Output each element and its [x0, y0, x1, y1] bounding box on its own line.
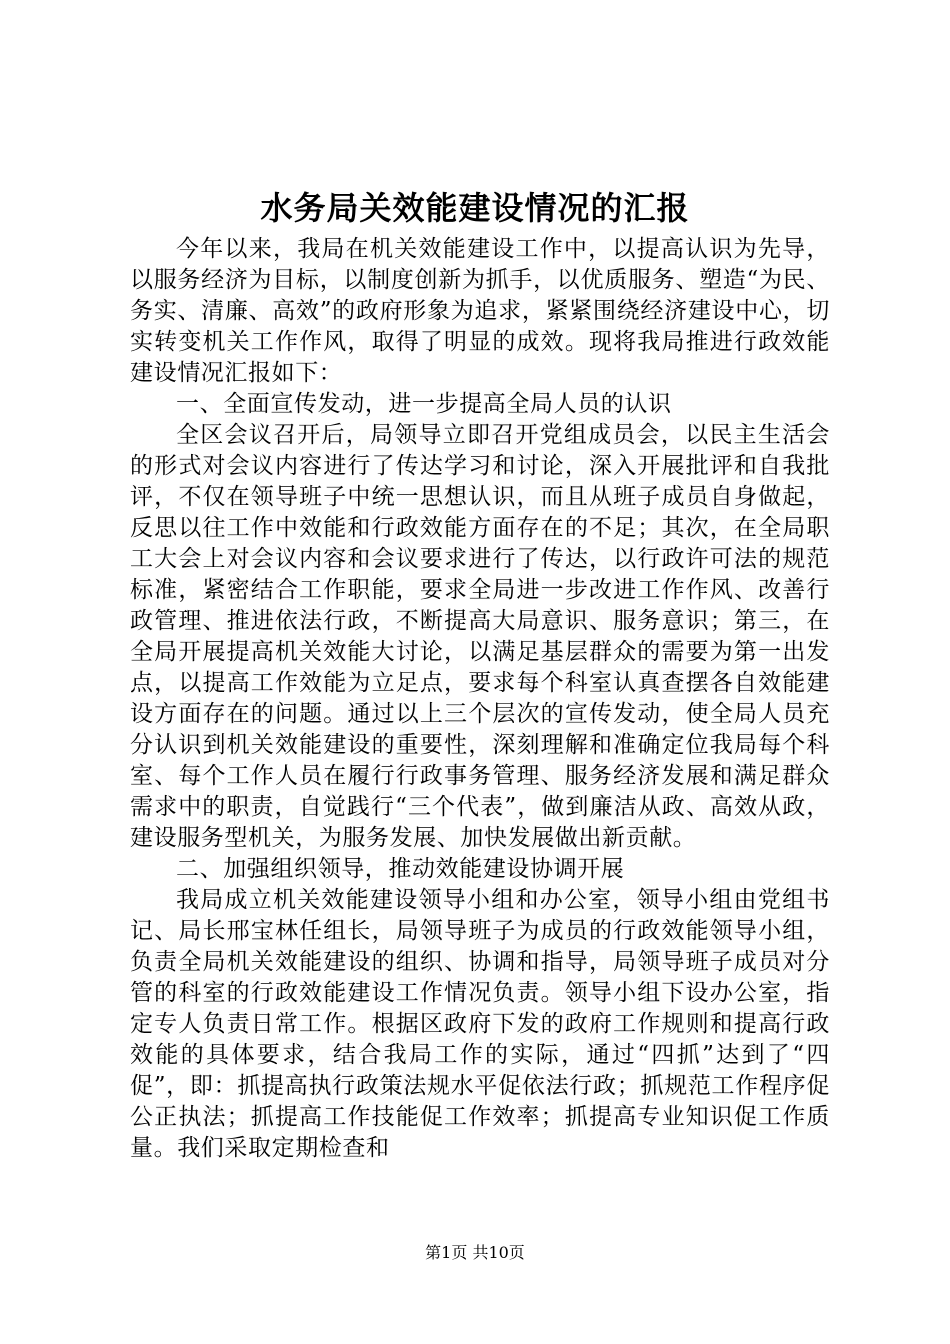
intro-paragraph: 今年以来，我局在机关效能建设工作中，以提高认识为先导，以服务经济为目标，以制度创新为抓手，以优质服务、塑造“为民、务实、清廉、高效”的政府形象为追求，紧紧围绕经济建设中心，切实转变机关工作作风，取得了明显的成效。现将我局推进行政效能建设情况汇报如下： — [130, 236, 830, 386]
section-heading-1: 一、全面宣传发动，进一步提高全局人员的认识 — [176, 391, 672, 417]
section-1-paragraph: 全区会议召开后，局领导立即召开党组成员会，以民主生活会的形式对会议内容进行了传达学习和讨论，深入开展批评和自我批评，不仅在领导班子中统一思想认识，而且从班子成员自身做起，反思以往工作中效能和行政效能方面存在的不足；其次，在全局职工大会上对会议内容和会议要求进行了传达，以行政许可法的规范标准，紧密结合工作职能，要求全局进一步改进工作作风、改善行政管理、推进依法行政，不断提高大局意识、服务意识；第三，在全局开展提高机关效能大讨论，以满足基层群众的需要为第一出发点，以提高工作效能为立足点，要求每个科室认真查摆各自效能建设方面存在的问题。通过以上三个层次的宣传发动，使全局人员充分认识到机关效能建设的重要性，深刻理解和准确定位我局每个科室、每个工作人员在履行行政事务管理、服务经济发展和满足群众需求中的职责，自觉践行“三个代表”，做到廉洁从政、高效从政，建设服务型机关，为服务发展、加快发展做出新贡献。 — [130, 422, 830, 851]
document-body — [130, 234, 830, 1164]
document-title: 水务局关效能建设情况的汇报 — [260, 189, 690, 227]
page-number-footer: 第1页 共10页 — [425, 1243, 525, 1262]
section-2-paragraph: 我局成立机关效能建设领导小组和办公室，领导小组由党组书记、局长邢宝林任组长，局领导班子为成员的行政效能领导小组，负责全局机关效能建设的组织、协调和指导，局领导班子成员对分管的科室的行政效能建设工作情况负责。领导小组下设办公室，指定专人负责日常工作。根据区政府下发的政府工作规则和提高行政效能的具体要求，结合我局工作的实际，通过“四抓”达到了“四促”，即：抓提高执行政策法规水平促依法行政；抓规范工作程序促公正执法；抓提高工作技能促工作效率；抓提高专业知识促工作质量。我们采取定期检查和 — [130, 887, 830, 1161]
section-heading-2: 二、加强组织领导，推动效能建设协调开展 — [176, 856, 625, 882]
